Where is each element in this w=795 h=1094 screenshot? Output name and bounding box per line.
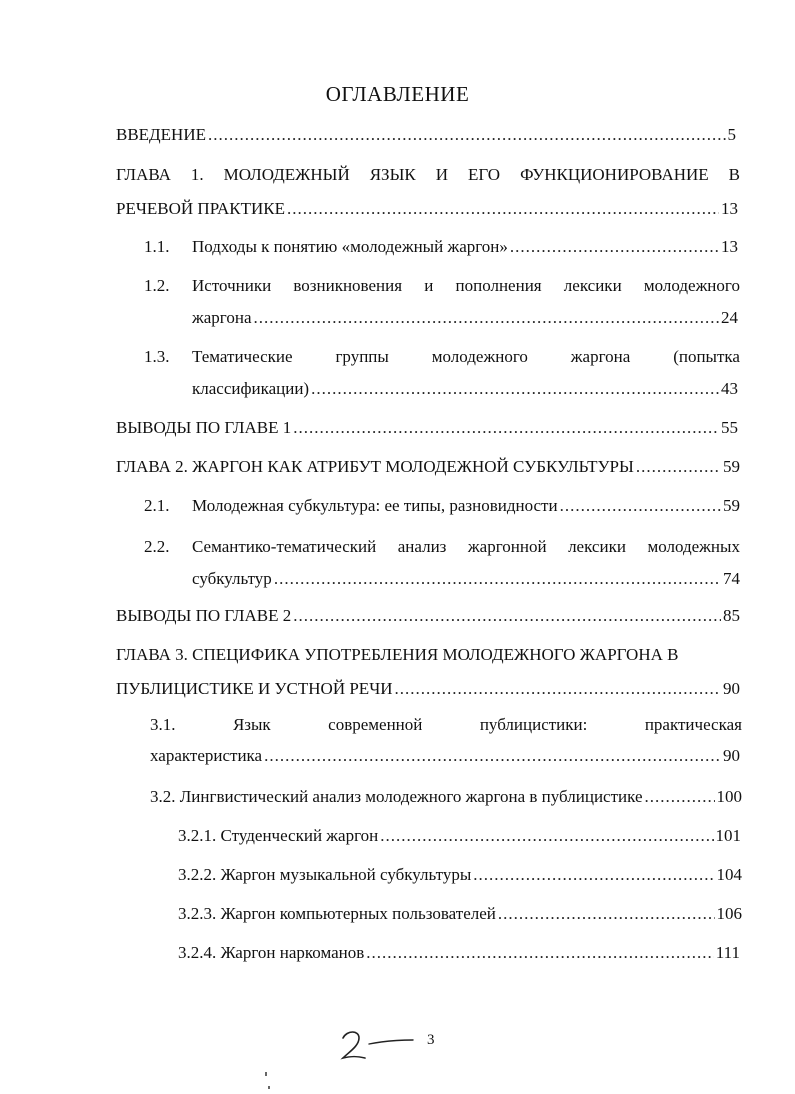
page-number: 3: [427, 1032, 435, 1048]
leader-dots: [274, 568, 721, 590]
leader-dots: [510, 236, 719, 258]
toc-entry-3-2-1: 3.2.1. Студенческий жаргон ..... 101: [178, 825, 741, 847]
toc-entry-3-1-line1: 3.1. Язык современной публицистики: практическая: [150, 715, 742, 734]
toc-entry-1-2-line2: жаргона ..... 24: [192, 307, 738, 329]
section-number: 2.2.: [144, 537, 170, 556]
leader-dots: [366, 942, 713, 964]
toc-entry-3-2-4: 3.2.4. Жаргон наркоманов ..... 111: [178, 942, 740, 964]
toc-entry-ch1-line1: ГЛАВА 1. МОЛОДЕЖНЫЙ ЯЗЫК И ЕГО ФУНКЦИОНИРОВАНИЕ В: [116, 165, 740, 184]
toc-entry-ch3-line1: ГЛАВА 3. СПЕЦИФИКА УПОТРЕБЛЕНИЯ МОЛОДЕЖНОГО ЖАРГОНА В: [116, 645, 679, 664]
toc-entry-ch2: ГЛАВА 2. ЖАРГОН КАК АТРИБУТ МОЛОДЕЖНОЙ СУБКУЛЬТУРЫ ..... 59: [116, 456, 740, 478]
leader-dots: [645, 786, 715, 808]
section-number: 1.1.: [144, 237, 170, 256]
section-number: 2.1.: [144, 496, 170, 515]
leader-dots: [380, 825, 713, 847]
toc-entry-1-3-line1: Тематические группы молодежного жаргона (попытка: [192, 347, 740, 366]
toc-entry-1-1: Подходы к понятию «молодежный жаргон» ..... 13: [192, 236, 738, 258]
leader-dots: [287, 198, 719, 220]
section-number: 1.2.: [144, 276, 170, 295]
leader-dots: [311, 378, 719, 400]
leader-dots: [498, 903, 715, 925]
toc-entry-conclusions-1: ВЫВОДЫ ПО ГЛАВЕ 1 ..... 55: [116, 417, 738, 439]
toc-entry-2-1: Молодежная субкультура: ее типы, разновидности ..... 59: [192, 495, 740, 517]
leader-dots: [473, 864, 714, 886]
leader-dots: [264, 745, 721, 767]
leader-dots: [208, 124, 726, 146]
toc-entry-2-2-line1: Семантико-тематический анализ жаргонной лексики молодежных: [192, 537, 740, 556]
toc-entry-3-2-2: 3.2.2. Жаргон музыкальной субкультуры ..... 104: [178, 864, 742, 886]
toc-entry-conclusions-2: ВЫВОДЫ ПО ГЛАВЕ 2 ..... 85: [116, 605, 740, 627]
leader-dots: [636, 456, 721, 478]
toc-entry-1-3-line2: классификации) ..... 43: [192, 378, 738, 400]
toc-entry-3-1-line2: характеристика ..... 90: [150, 745, 740, 767]
toc-entry-3-2-3: 3.2.3. Жаргон компьютерных пользователей ..... 106: [178, 903, 742, 925]
scan-speck: [268, 1086, 270, 1089]
toc-entry-2-2-line2: субкультур ..... 74: [192, 568, 740, 590]
toc-entry-3-2: 3.2. Лингвистический анализ молодежного жаргона в публицистике ..... 100: [150, 786, 742, 808]
toc-entry-ch1-line2: РЕЧЕВОЙ ПРАКТИКЕ ..... 13: [116, 198, 738, 220]
page-title: ОГЛАВЛЕНИЕ: [325, 82, 470, 106]
scan-speck: [265, 1072, 267, 1076]
leader-dots: [253, 307, 719, 329]
toc-entry-1-2-line1: Источники возникновения и пополнения лексики молодежного: [192, 276, 740, 295]
leader-dots: [395, 678, 721, 700]
leader-dots: [560, 495, 721, 517]
toc-entry-intro: ВВЕДЕНИЕ ..... 5: [116, 124, 736, 146]
toc-entry-ch3-line2: ПУБЛИЦИСТИКЕ И УСТНОЙ РЕЧИ ..... 90: [116, 678, 740, 700]
section-number: 1.3.: [144, 347, 170, 366]
leader-dots: [293, 605, 721, 627]
handwritten-mark: [335, 1018, 435, 1068]
leader-dots: [293, 417, 719, 439]
